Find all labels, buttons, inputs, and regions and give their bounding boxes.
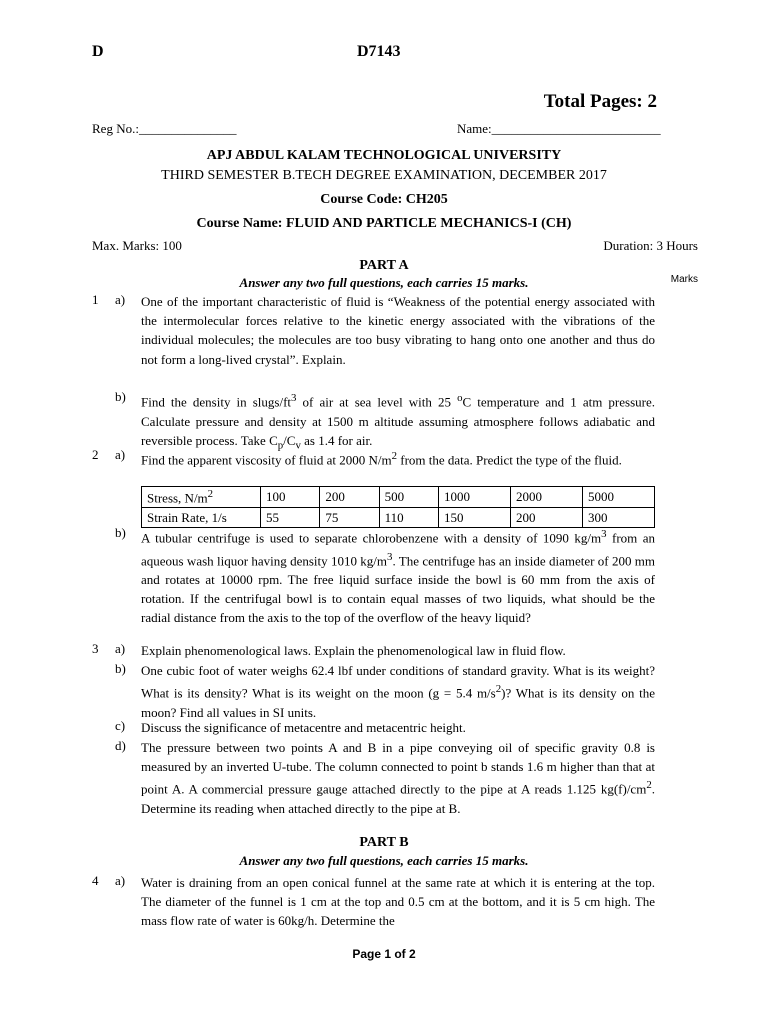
university-name: APJ ABDUL KALAM TECHNOLOGICAL UNIVERSITY xyxy=(206,148,562,163)
duration: Duration: 3 Hours xyxy=(603,238,698,253)
question-number: 4 xyxy=(92,873,99,888)
table-cell: 55 xyxy=(261,508,320,528)
question-text: One cubic foot of water weighs 62.4 lbf under conditions of standard gravity. What is its weight? What is its density? What is its weight on the moon (g = 5.4 $m/s^2$)? What is its density on the moon? Find all values in SI units. xyxy=(141,663,655,720)
table-row xyxy=(142,487,655,508)
question-text: Find the density in slugs/$ft^3$ of air at sea level with 25 $^o$C temperature and 1 atm pressure. Calculate pressure and density at 1500 m altitude assuming atmosphere follows adiabatic and reversible process. Take $C_p/C_v$ as 1.4 for air. xyxy=(141,392,656,452)
part-a-title: PART A xyxy=(359,258,409,273)
reg-no-field: Reg No.:_______________ xyxy=(92,121,237,136)
part-b-title: PART B xyxy=(359,835,409,850)
table-cell: 150 xyxy=(438,508,510,528)
question-letter: d) xyxy=(115,738,126,753)
exam-title: THIRD SEMESTER B.TECH DEGREE EXAMINATION, DECEMBER 2017 xyxy=(161,168,607,183)
stress-strain-table xyxy=(141,486,655,528)
table-cell: 1000 xyxy=(438,487,510,508)
question-text: One of the important characteristic of fluid is “Weakness of the potential energy associated with the intermolecular forces relative to the kinetic energy associated with the vibrations of the individual molecules; the molecules are too busy vibrating to hang onto one another and thus do not form a long-lived crystal”. Explain. xyxy=(141,294,655,367)
table-cell: 5000 xyxy=(582,487,654,508)
question-letter: a) xyxy=(115,447,126,462)
question-letter: b) xyxy=(115,389,126,404)
question-letter: c) xyxy=(115,718,126,733)
paper-code: D7143 xyxy=(357,43,401,60)
question-number: 2 xyxy=(92,447,99,462)
question-letter: b) xyxy=(115,525,126,540)
question-letter: a) xyxy=(115,292,126,307)
table-cell: 500 xyxy=(379,487,438,508)
question-text: The pressure between two points A and B in a pipe conveying oil of specific gravity 0.8 is measured by an inverted U-tube. The column connected to point b stands 1.6 m higher than that at point A. A commercial pressure gauge attached directly to the pipe at A reads 1.125 $kg(f)/cm^2$. Determine its reading when attached directly to the pipe at B. xyxy=(141,740,655,816)
table-header-cell: Stress, $N/m^2$ xyxy=(142,487,261,508)
total-pages: Total Pages: 2 xyxy=(543,91,657,112)
table-cell: 200 xyxy=(510,508,582,528)
question-number: 3 xyxy=(92,641,99,656)
table-header-cell: Strain Rate, 1/s xyxy=(142,508,261,528)
question-text: Explain phenomenological laws. Explain the phenomenological law in fluid flow. xyxy=(141,643,566,658)
part-a-instruction: Answer any two full questions, each carries 15 marks. xyxy=(239,275,529,290)
page-number: Page 1 of 2 xyxy=(352,947,416,961)
name-field: Name:__________________________ xyxy=(457,121,661,136)
question-text: A tubular centrifuge is used to separate chlorobenzene with a density of 1090 $kg/m^3$ from an aqueous wash liquor having density 1010 $kg/m^3$. The centrifuge has an inside diameter of 200 mm and rotates at 10000 rpm. The free liquid surface inside the bowl is 60 mm from the axis of rotation. If the centrifugal bowl is to contain equal masses of two liquids, what should be the radial distance from the axis to the top of the overflow of the heavy liquid? xyxy=(141,528,656,626)
table-cell: 75 xyxy=(320,508,379,528)
part-b-instruction: Answer any two full questions, each carries 15 marks. xyxy=(239,853,529,868)
marks-label: Marks xyxy=(670,274,698,285)
question-text: Discuss the significance of metacentre and metacentric height. xyxy=(141,720,466,735)
table-cell: 110 xyxy=(379,508,438,528)
question-letter: a) xyxy=(115,641,126,656)
table-cell: 100 xyxy=(261,487,320,508)
course-name: Course Name: FLUID AND PARTICLE MECHANICS-I (CH) xyxy=(196,216,572,231)
question-text: Water is draining from an open conical funnel at the same rate at which it is entering at the top. The diameter of the funnel is 1 cm at the top and 0.5 cm at the bottom, and it is 5 cm high. The mass flow rate of water is 60kg/h. Determine the xyxy=(141,875,655,929)
course-code: Course Code: CH205 xyxy=(320,192,448,207)
series-code: D xyxy=(92,43,104,60)
question-number: 1 xyxy=(92,292,99,307)
table-cell: 200 xyxy=(320,487,379,508)
table-cell: 2000 xyxy=(510,487,582,508)
table-cell: 300 xyxy=(582,508,654,528)
question-text: Find the apparent viscosity of fluid at 2000 $N/m^2$ from the data. Predict the type of the fluid. xyxy=(141,450,622,468)
max-marks: Max. Marks: 100 xyxy=(92,238,182,253)
question-letter: b) xyxy=(115,661,126,676)
question-letter: a) xyxy=(115,873,126,888)
